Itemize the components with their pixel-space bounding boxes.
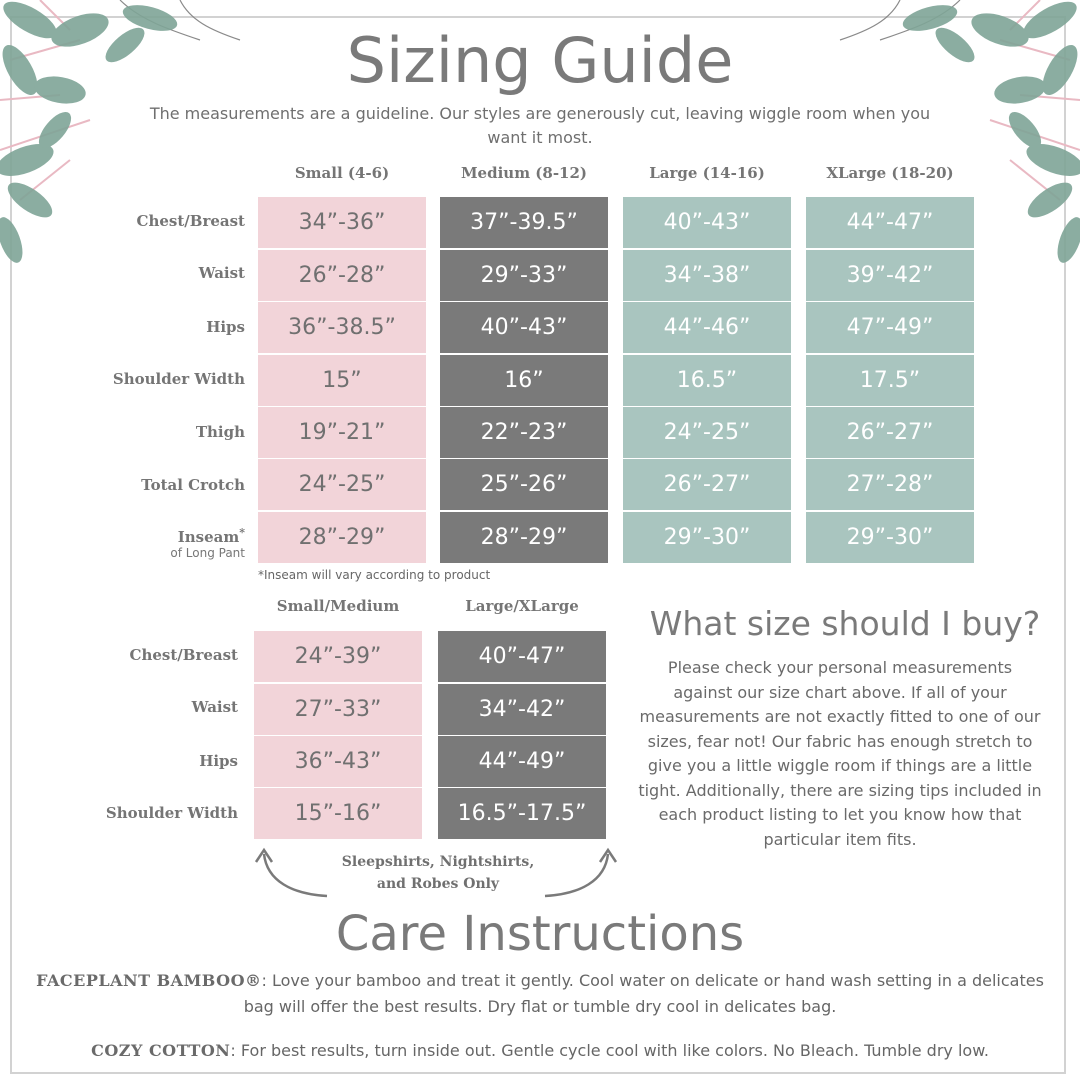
sleepwear-size-cell: 34”-42” (438, 684, 606, 735)
size-cell: 24”-25” (258, 459, 426, 510)
size-cell: 16.5” (623, 355, 791, 406)
sleep-row-label-chest: Chest/Breast (129, 646, 238, 664)
column-header-large-xlarge: Large/XLarge (465, 597, 579, 615)
size-cell: 34”-36” (258, 197, 426, 248)
size-cell: 37”-39.5” (440, 197, 608, 248)
inseam-label: Inseam (177, 528, 240, 546)
buy-title: What size should I buy? (649, 604, 1041, 643)
size-cell: 22”-23” (440, 407, 608, 458)
column-header-xlarge: XLarge (18-20) (826, 164, 954, 182)
sleep-row-label-hips: Hips (199, 752, 238, 770)
size-cell: 28”-29” (440, 512, 608, 563)
care-bamboo (30, 968, 1050, 1020)
row-label-inseam (40, 526, 245, 560)
care-bamboo-label: FACEPLANT BAMBOO® (36, 971, 262, 990)
page-title: Sizing Guide (346, 24, 734, 97)
row-label-chest: Chest/Breast (136, 212, 245, 230)
size-cell: 27”-28” (806, 459, 974, 510)
size-cell: 34”-38” (623, 250, 791, 301)
row-label-thigh: Thigh (195, 423, 245, 441)
sleepwear-size-cell: 16.5”-17.5” (438, 788, 606, 839)
size-cell: 26”-27” (806, 407, 974, 458)
size-cell: 39”-42” (806, 250, 974, 301)
size-cell: 40”-43” (623, 197, 791, 248)
row-label-waist: Waist (198, 264, 245, 282)
sleepwear-size-cell: 40”-47” (438, 631, 606, 682)
size-cell: 40”-43” (440, 302, 608, 353)
size-cell: 47”-49” (806, 302, 974, 353)
inseam-sublabel: of Long Pant (170, 546, 245, 560)
sleepwear-size-cell: 24”-39” (254, 631, 422, 682)
sleepwear-size-cell: 44”-49” (438, 736, 606, 787)
row-label-shoulder: Shoulder Width (112, 370, 245, 388)
column-header-medium: Medium (8-12) (460, 164, 588, 182)
inseam-asterisk: * (239, 526, 245, 539)
page-subtitle: The measurements are a guideline. Our styles are generously cut, leaving wiggle room when you want it most. (149, 104, 931, 147)
sleepwear-size-cell: 27”-33” (254, 684, 422, 735)
size-cell: 17.5” (806, 355, 974, 406)
size-cell: 29”-30” (806, 512, 974, 563)
size-cell: 29”-30” (623, 512, 791, 563)
sleepwear-note (318, 851, 558, 895)
column-header-small: Small (4-6) (294, 164, 390, 182)
size-cell: 25”-26” (440, 459, 608, 510)
size-cell: 26”-27” (623, 459, 791, 510)
size-cell: 16” (440, 355, 608, 406)
row-label-hips: Hips (206, 318, 245, 336)
sleepwear-note-line2: and Robes Only (376, 876, 500, 892)
size-cell: 36”-38.5” (258, 302, 426, 353)
size-cell: 44”-47” (806, 197, 974, 248)
sleepwear-note-line1: Sleepshirts, Nightshirts, (341, 854, 535, 870)
care-cotton-text: : For best results, turn inside out. Gentle cycle cool with like colors. No Bleach. Tumble dry low. (230, 1041, 989, 1060)
inseam-footnote: *Inseam will vary according to product (258, 568, 491, 582)
size-cell: 24”-25” (623, 407, 791, 458)
care-cotton-label: COZY COTTON (91, 1041, 231, 1060)
size-cell: 44”-46” (623, 302, 791, 353)
size-cell: 19”-21” (258, 407, 426, 458)
size-cell: 29”-33” (440, 250, 608, 301)
sleep-row-label-shoulder: Shoulder Width (105, 804, 238, 822)
care-title: Care Instructions (335, 906, 745, 962)
care-bamboo-text: : Love your bamboo and treat it gently. Cool water on delicate or hand wash setting in a delicates bag will offer the best results. Dry flat or tumble dry cool in delicates bag. (243, 971, 1044, 1016)
sleepwear-size-cell: 15”-16” (254, 788, 422, 839)
care-cotton (30, 1038, 1050, 1064)
buy-text: Please check your personal measurements against our size chart above. If all of your measurements are not exactly fitted to one of our sizes, fear not! Our fabric has enough stretch to give you a little wiggle room if things are a little tight. Additionally, there are sizing tips included in each product listing to let you know how that particular item fits. (638, 658, 1042, 849)
column-header-small-medium: Small/Medium (276, 597, 400, 615)
sleep-row-label-waist: Waist (191, 698, 238, 716)
sleepwear-size-cell: 36”-43” (254, 736, 422, 787)
row-label-crotch: Total Crotch (141, 476, 245, 494)
size-cell: 26”-28” (258, 250, 426, 301)
size-cell: 15” (258, 355, 426, 406)
column-header-large: Large (14-16) (649, 164, 765, 182)
size-cell: 28”-29” (258, 512, 426, 563)
